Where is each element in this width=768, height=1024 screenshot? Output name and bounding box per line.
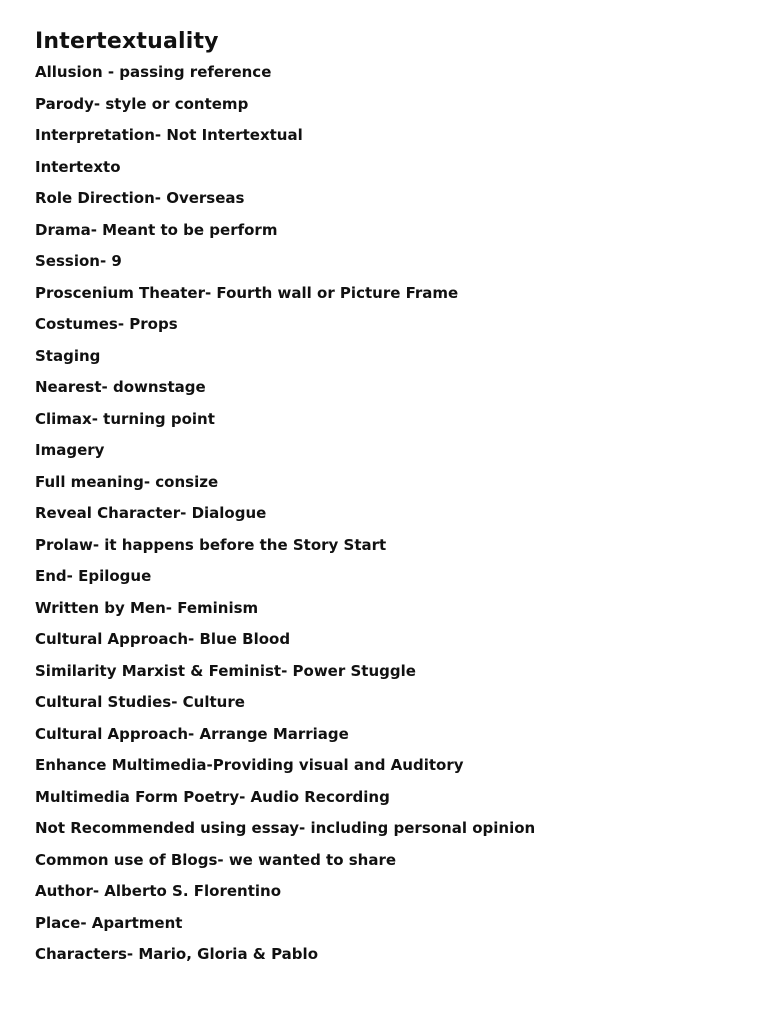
note-line: Cultural Approach- Arrange Marriage	[35, 724, 349, 743]
note-line: Cultural Approach- Blue Blood	[35, 630, 291, 648]
note-line: Session- 9	[35, 252, 122, 270]
document-title: Intertextuality	[35, 29, 219, 54]
note-line: Full meaning- consize	[35, 472, 219, 491]
note-line: Place- Apartment	[35, 913, 183, 932]
note-line: Interpretation- Not Intertextual	[35, 126, 303, 144]
note-line: Drama- Meant to be perform	[35, 220, 278, 239]
note-line: Similarity Marxist & Feminist- Power Stuggle	[35, 661, 416, 680]
note-line: Enhance Multimedia-Providing visual and Auditory	[35, 756, 464, 774]
note-line: Not Recommended using essay- including personal opinion	[35, 819, 536, 837]
note-line: Staging	[35, 346, 101, 365]
note-line: Parody- style or contemp	[35, 94, 249, 113]
document-page	[35, 27, 748, 977]
note-line: Multimedia Form Poetry- Audio Recording	[35, 787, 390, 806]
note-line: Author- Alberto S. Florentino	[35, 882, 282, 900]
note-line: Reveal Character- Dialogue	[35, 504, 267, 522]
note-line: Climax- turning point	[35, 409, 215, 428]
note-line: Prolaw- it happens before the Story Start	[35, 535, 387, 554]
note-line: Cultural Studies- Culture	[35, 693, 245, 711]
note-line: Intertexto	[35, 157, 121, 176]
note-line: Role Direction- Overseas	[35, 189, 245, 207]
note-line: Allusion - passing reference	[35, 63, 272, 81]
note-line: Common use of Blogs- we wanted to share	[35, 850, 397, 869]
note-line: Characters- Mario, Gloria & Pablo	[35, 945, 318, 963]
note-line: Written by Men- Feminism	[35, 598, 259, 617]
note-line: Imagery	[35, 441, 105, 459]
notes-list	[35, 63, 748, 977]
note-line: Nearest- downstage	[35, 378, 206, 396]
note-line: End- Epilogue	[35, 567, 152, 585]
note-line: Proscenium Theater- Fourth wall or Picture Frame	[35, 283, 459, 302]
note-line: Costumes- Props	[35, 315, 178, 333]
